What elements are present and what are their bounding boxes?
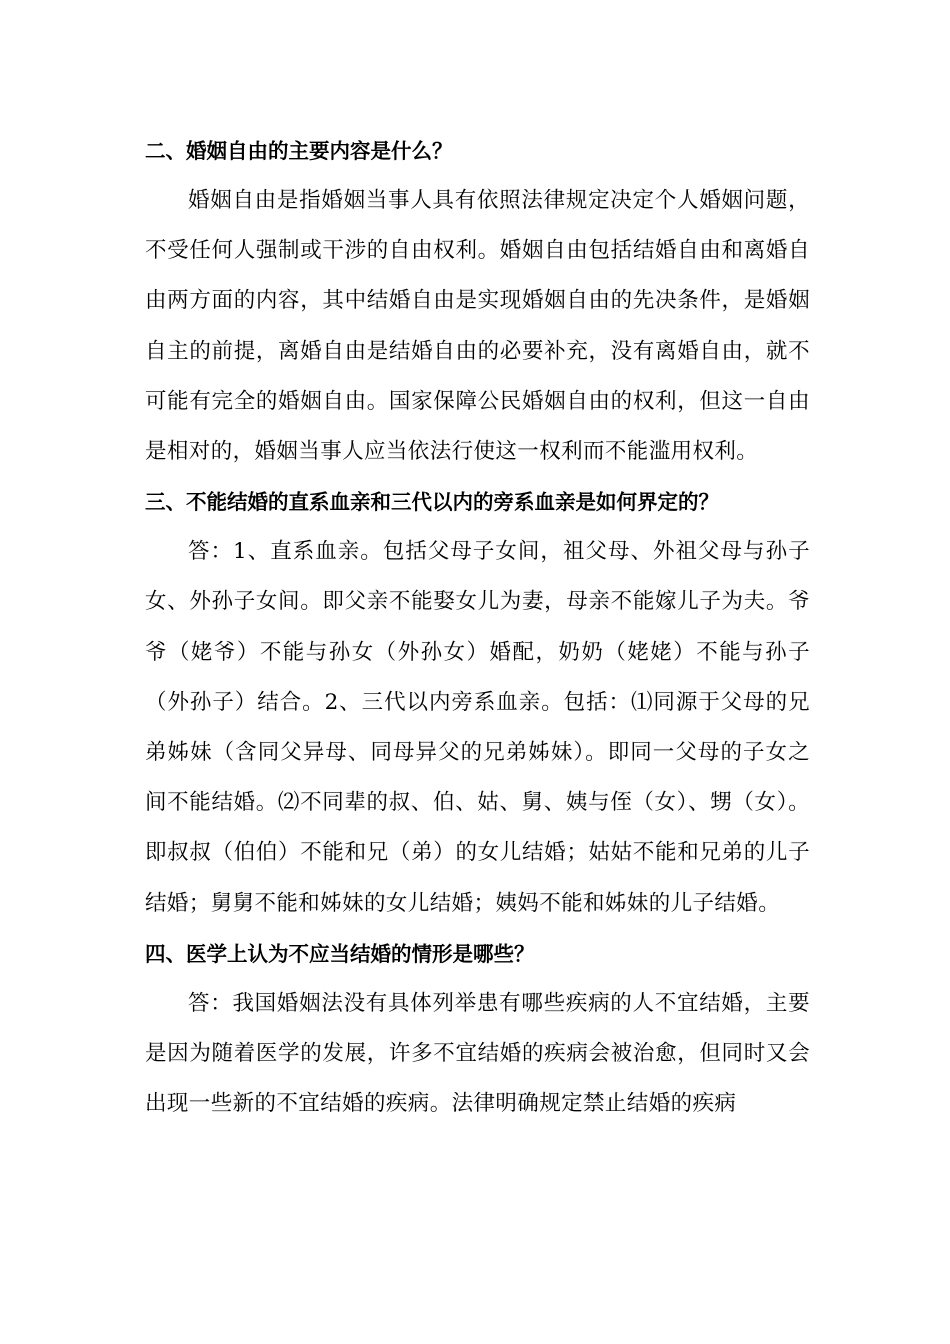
section-paragraph: 答：1、直系血亲。包括父母子女间，祖父母、外祖父母与孙子女、外孙子女间。即父亲不能娶女儿为妻，母亲不能嫁儿子为夫。爷爷（姥爷）不能与孙女（外孙女）婚配，奶奶（姥姥）不能与孙子（外孙子）结合。2、三代以内旁系血亲。包括：⑴同源于父母的兄弟姊妹（含同父异母、同母异父的兄弟姊妹）。即同一父母的子女之间不能结婚。⑵不同辈的叔、伯、姑、舅、姨与侄（女）、甥（女）。即叔叔（伯伯）不能和兄（弟）的女儿结婚；姑姑不能和兄弟的儿子结婚；舅舅不能和姊妹的女儿结婚；姨妈不能和姊妹的儿子结婚。 — [145, 539, 810, 916]
document-page — [145, 126, 810, 1129]
section-heading: 二、婚姻自由的主要内容是什么？ — [145, 139, 453, 163]
section-paragraph: 答：我国婚姻法没有具体列举患有哪些疾病的人不宜结婚，主要是因为随着医学的发展，许多不宜结婚的疾病会被治愈，但同时又会出现一些新的不宜结婚的疾病。法律明确规定禁止结婚的疾病 — [145, 990, 810, 1117]
section-paragraph: 婚姻自由是指婚姻当事人具有依照法律规定决定个人婚姻问题，不受任何人强制或干涉的自由权利。婚姻自由包括结婚自由和离婚自由两方面的内容，其中结婚自由是实现婚姻自由的先决条件，是婚姻自主的前提，离婚自由是结婚自由的必要补充，没有离婚自由，就不可能有完全的婚姻自由。国家保障公民婚姻自由的权利，但这一自由是相对的，婚姻当事人应当依法行使这一权利而不能滥用权利。 — [145, 188, 810, 465]
section-heading: 三、不能结婚的直系血亲和三代以内的旁系血亲是如何界定的？ — [145, 490, 719, 515]
section-heading: 四、医学上认为不应当结婚的情形是哪些？ — [145, 941, 535, 966]
